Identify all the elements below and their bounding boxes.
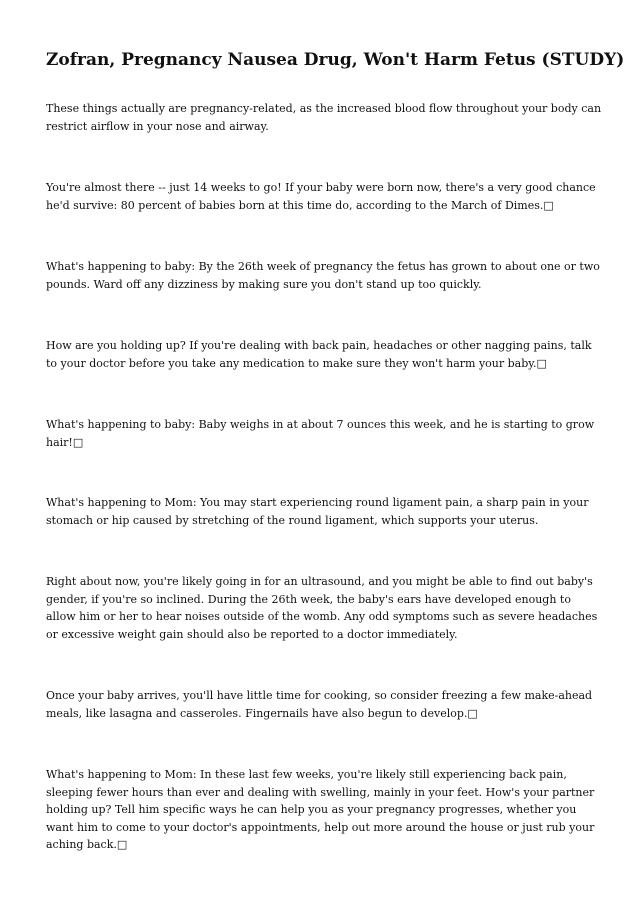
paragraph-26th-week-fetus: What's happening to baby: By the 26th week of pregnancy the fetus has grown to about one or two pounds. Ward off any dizziness by making sure you don't stand up too quickly. <box>46 260 600 291</box>
paragraph-holding-up: How are you holding up? If you're dealing with back pain, headaches or other nagging pains, talk to your doctor before you take any medication to make sure they won't harm your baby.□ <box>46 339 592 370</box>
paragraph-freezing-meals: Once your baby arrives, you'll have little time for cooking, so consider freezing a few make-ahead meals, like lasagna and casseroles. Fingernails have also begun to develop.□ <box>46 689 593 720</box>
paragraph-ultrasound: Right about now, you're likely going in for an ultrasound, and you might be able to find out baby's gender, if you're so inclined. During the 26th week, the baby's ears have developed enough to allow him or her to hear noises outside of the womb. Any odd symptoms such as severe headaches or excessive weight gain should also be reported to a doctor immediately. <box>46 575 598 641</box>
paragraph-round-ligament: What's happening to Mom: You may start experiencing round ligament pain, a sharp pain in your stomach or hip caused by stretching of the round ligament, which supports your uterus. <box>46 496 589 527</box>
paragraph-baby-weighs: What's happening to baby: Baby weighs in at about 7 ounces this week, and he is starting to grow hair!□ <box>46 418 595 449</box>
document-title: Zofran, Pregnancy Nausea Drug, Won't Harm Fetus (STUDY) <box>46 50 625 70</box>
paragraph-14-weeks: You're almost there -- just 14 weeks to go! If your baby were born now, there's a very good chance he'd survive: 80 percent of babies born at this time do, according to the March of Dimes.□ <box>46 181 596 212</box>
paragraph-last-weeks: What's happening to Mom: In these last few weeks, you're likely still experiencing back pain, sleeping fewer hours than ever and dealing with swelling, mainly in your feet. How's your partner holding up? Tell him specific ways he can help you as your pregnancy progresses, whether you want him to come to your doctor's appointments, help out more around the house or just rub your aching back.□ <box>46 768 595 851</box>
paragraph-airflow: These things actually are pregnancy-related, as the increased blood flow throughout your body can restrict airflow in your nose and airway. <box>46 102 602 133</box>
